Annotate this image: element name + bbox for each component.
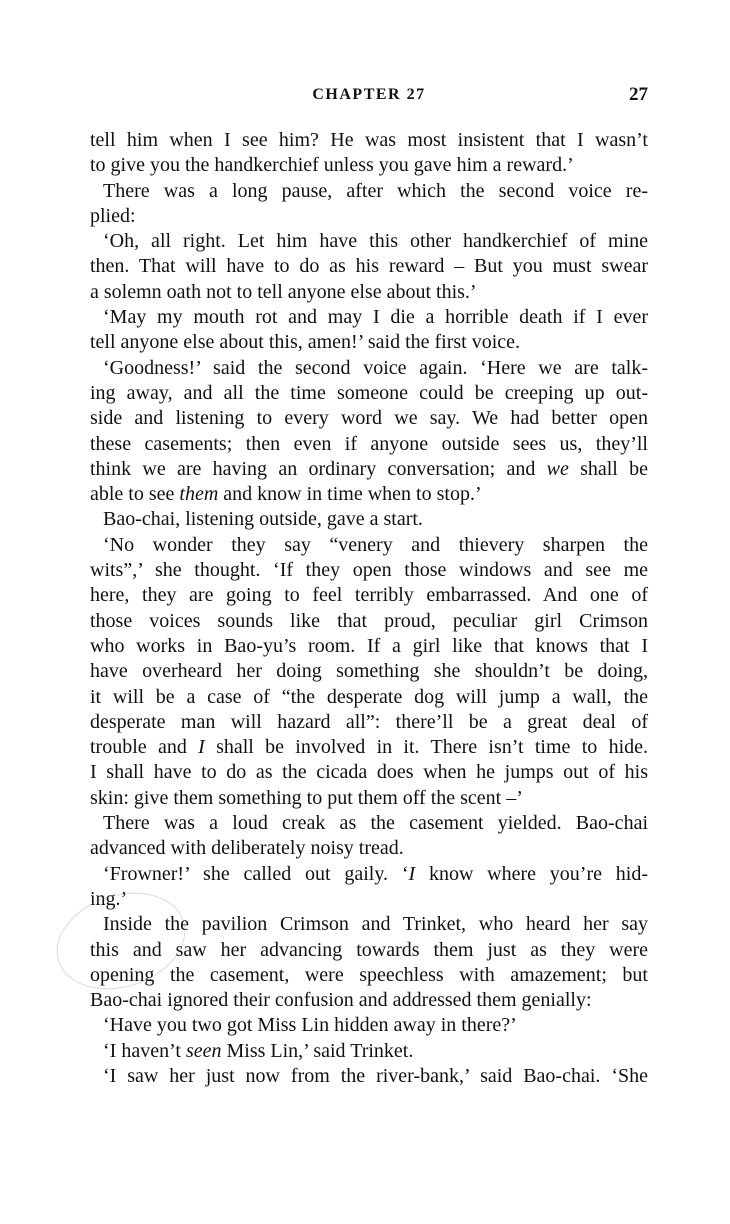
text-line [90,685,648,710]
text-line [90,280,648,305]
text-segment: Bao-chai, listening outside, gave a start. [103,508,423,531]
text-line [90,305,648,330]
text-segment: then. That will have to do as his reward – But you must swear [90,255,648,278]
text-segment: ‘Frowner!’ she called out gaily. ‘ [103,862,409,885]
italic-text: them [179,483,219,506]
text-segment: Miss Lin,’ said Trinket. [221,1039,414,1062]
italic-text: seen [185,1039,222,1062]
text-segment: I shall have to do as the cicada does when he jumps out of his [90,761,648,784]
text-segment: able to see [90,483,180,506]
text-line [90,432,648,457]
text-segment: wits”,’ she thought. ‘If they open those windows and see me [90,559,648,582]
text-line [90,381,648,406]
text-segment: think we are having an ordinary conversation; and [90,457,547,480]
text-line [90,558,648,583]
text-segment: trouble and [90,736,199,759]
text-line [90,634,648,659]
text-segment: Inside the pavilion Crimson and Trinket, who heard her say [103,913,648,936]
text-segment: know where you’re hid- [415,862,648,885]
text-segment: Bao-chai ignored their confusion and addressed them genially: [90,989,592,1012]
text-line [90,1013,648,1038]
text-segment: ‘I saw her just now from the river-bank,’ said Bao-chai. ‘She [103,1064,648,1087]
text-line [90,1039,648,1064]
text-segment: skin: give them something to put them off the scent –’ [90,786,523,809]
text-line [90,912,648,937]
italic-text: I [198,736,205,759]
text-segment: tell him when I see him? He was most insistent that I wasn’t [90,129,648,151]
text-line [90,836,648,861]
text-segment: ‘I haven’t [103,1039,186,1062]
text-line [90,760,648,785]
text-segment: who works in Bao-yu’s room. If a girl like that knows that I [90,634,648,657]
text-line [90,254,648,279]
text-segment: a solemn oath not to tell anyone else about this.’ [90,280,477,303]
text-segment: these casements; then even if anyone outside sees us, they’ll [90,432,648,455]
text-line [90,229,648,254]
text-segment: it will be a case of “the desperate dog will jump a wall, the [90,685,648,708]
text-line [90,179,648,204]
text-segment: There was a loud creak as the casement yielded. Bao-chai [103,812,648,835]
italic-text: I [408,862,416,885]
text-segment: ‘Have you two got Miss Lin hidden away in there?’ [103,1014,517,1037]
text-line [90,356,648,381]
text-segment: and know in time when to stop.’ [218,483,482,506]
text-segment: plied: [90,204,136,227]
text-line [90,938,648,963]
chapter-title: CHAPTER 27 [312,86,426,103]
text-segment: those voices sounds like that proud, peculiar girl Crimson [90,609,648,632]
text-segment: tell anyone else about this, amen!’ said the first voice. [90,331,521,354]
text-line [90,507,648,532]
text-line [90,1064,648,1089]
text-segment: shall be [568,457,648,480]
text-segment: ‘Goodness!’ said the second voice again. ‘Here we are talk- [103,356,648,379]
text-line [90,457,648,482]
text-line [90,482,648,507]
text-line [90,659,648,684]
text-segment: desperate man will hazard all”: there’ll be a great deal of [90,710,648,733]
text-line [90,406,648,431]
page-number: 27 [629,84,648,105]
text-segment: opening the casement, were speechless with amazement; but [90,963,648,986]
text-segment: ‘Oh, all right. Let him have this other handkerchief of mine [103,230,648,253]
text-segment: ‘May my mouth rot and may I die a horrible death if I ever [103,306,648,329]
text-line [90,128,648,153]
text-line [90,988,648,1013]
text-line [90,887,648,912]
text-line [90,153,648,178]
italic-text: we [546,457,569,480]
text-line [90,862,648,887]
text-line [90,609,648,634]
text-segment: ing away, and all the time someone could be creeping up out- [90,381,648,404]
running-header [90,86,648,110]
text-segment: side and listening to every word we say. We had better open [90,407,648,430]
text-segment: ing.’ [90,887,128,910]
text-line [90,963,648,988]
text-line [90,786,648,811]
text-segment: to give you the handkerchief unless you gave him a reward.’ [90,154,574,177]
text-segment: have overheard her doing something she shouldn’t be doing, [90,660,648,683]
text-segment: There was a long pause, after which the second voice re- [103,179,648,202]
text-segment: this and saw her advancing towards them just as they were [90,938,648,961]
text-line [90,735,648,760]
text-segment: here, they are going to feel terribly embarrassed. And one of [90,584,648,607]
text-line [90,204,648,229]
text-line [90,710,648,735]
text-line [90,330,648,355]
page-body-text [90,128,648,1089]
text-line [90,811,648,836]
text-segment: ‘No wonder they say “venery and thievery sharpen the [103,533,648,556]
text-segment: shall be involved in it. There isn’t time to hide. [204,736,648,759]
text-line [90,533,648,558]
text-line [90,583,648,608]
text-segment: advanced with deliberately noisy tread. [90,837,404,860]
